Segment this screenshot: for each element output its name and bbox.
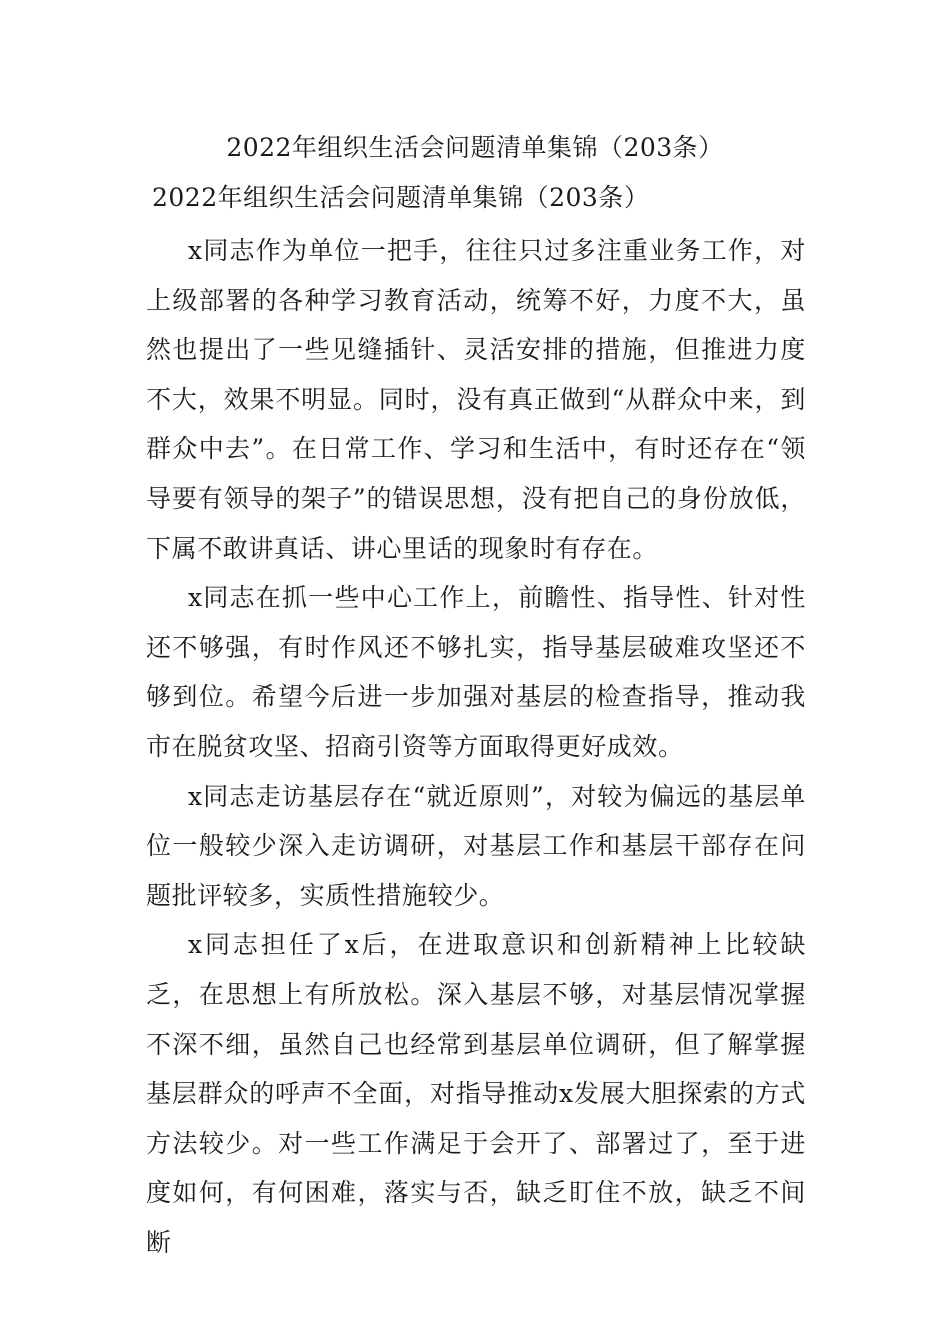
paragraph-3: x同志走访基层存在“就近原则”，对较为偏远的基层单位一般较少深入走访调研，对基层工作和基层干部存在问题批评较多，实质性措施较少。 <box>146 781 806 910</box>
paragraph-1: x同志作为单位一把手，往往只过多注重业务工作，对上级部署的各种学习教育活动，统筹不好，力度不大，虽然也提出了一些见缝插针、灵活安排的措施，但推进力度不大，效果不明显。同时，没有真正做到“从群众中来，到群众中去”。在日常工作、学习和生活中，有时还存在“领导要有领导的架子”的错误思想，没有把自己的身份放低，下属不敢讲真话、讲心里话的现象时有存在。 <box>146 236 806 563</box>
paragraph-2: x同志在抓一些中心工作上，前瞻性、指导性、针对性还不够强，有时作风还不够扎实，指导基层破难攻坚还不够到位。希望今后进一步加强对基层的检查指导，推动我市在脱贫攻坚、招商引资等方面取得更好成效。 <box>146 583 806 761</box>
document-subtitle: 2022年组织生活会问题清单集锦（203条） <box>152 183 650 212</box>
document-body <box>146 226 806 1267</box>
paragraph-4: x同志担任了x后，在进取意识和创新精神上比较缺乏，在思想上有所放松。深入基层不够，对基层情况掌握不深不细，虽然自己也经常到基层单位调研，但了解掌握基层群众的呼声不全面，对指导推动x发展大胆探索的方式方法较少。对一些工作满足于会开了、部署过了，至于进度如何，有何困难，落实与否，缺乏盯住不放，缺乏不间断 <box>146 930 806 1257</box>
document-title: 2022年组织生活会问题清单集锦（203条） <box>226 133 724 162</box>
